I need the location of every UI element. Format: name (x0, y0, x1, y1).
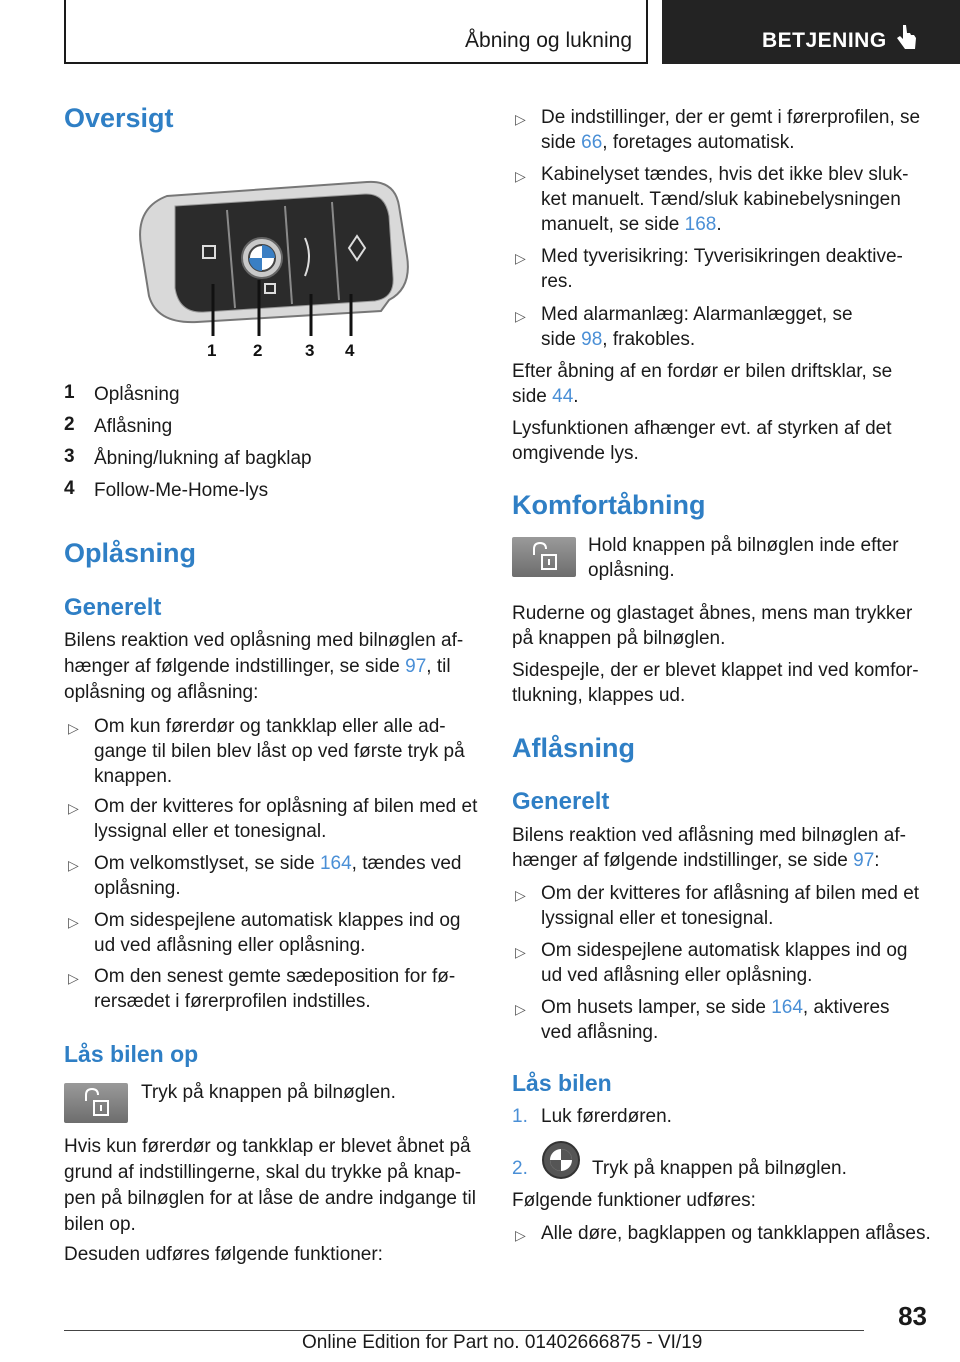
paragraph-line: på knappen på bilnøglen. (512, 628, 726, 649)
bullet-text: side 98, frakobles. (541, 329, 696, 350)
paragraph-line: Efter åbning af en fordør er bilen driftsklar, se (512, 361, 893, 382)
page-link[interactable]: 168 (684, 214, 717, 235)
bullet-marker: ▷ (515, 1001, 526, 1017)
bullet-marker: ▷ (515, 111, 526, 127)
paragraph-line: oplåsning og aflåsning: (64, 682, 259, 703)
step-number: 1. (512, 1106, 528, 1127)
paragraph-line: Bilens reaktion ved aflåsning med bilnøglen af- (512, 825, 906, 846)
step-number: 2. (512, 1158, 528, 1179)
legend-text: Follow-Me-Home-lys (94, 480, 269, 501)
callout-number: 2 (253, 341, 263, 360)
paragraph-line: bilen op. (64, 1214, 136, 1235)
paragraph-line: side 44. (512, 386, 579, 407)
bullet-text: res. (541, 271, 573, 292)
bullet-text: Om den senest gemte sædeposition for fø- (94, 966, 456, 987)
page-link[interactable]: 164 (319, 853, 352, 874)
heading-locking: Aflåsning (512, 733, 636, 763)
bullet-marker: ▷ (515, 168, 526, 184)
page-link[interactable]: 98 (581, 329, 603, 350)
bullet-marker: ▷ (68, 914, 79, 930)
bullet-marker: ▷ (515, 308, 526, 324)
bullet-marker: ▷ (68, 970, 79, 986)
edition-note: Online Edition for Part no. 01402666875 - VI/19 (302, 1332, 703, 1353)
bullet-marker: ▷ (515, 1227, 526, 1243)
legend-number: 4 (64, 478, 75, 499)
bullet-text: oplåsning. (94, 878, 181, 899)
unlock-button-icon (512, 537, 576, 577)
page-number: 83 (898, 1301, 927, 1331)
callout-number: 1 (207, 341, 217, 360)
bullet-text: knappen. (94, 766, 173, 787)
heading-general: Generelt (512, 788, 610, 815)
page-link[interactable]: 97 (853, 850, 875, 871)
paragraph-line: Følgende funktioner udføres: (512, 1190, 756, 1211)
callout-number: 3 (305, 341, 315, 360)
paragraph-line: hænger af følgende indstillinger, se side 97, til (64, 656, 451, 677)
footer-divider (64, 1330, 864, 1331)
bullet-text: Om der kvitteres for aflåsning af bilen med et (541, 883, 920, 904)
legend-number: 2 (64, 414, 75, 435)
heading-overview: Oversigt (64, 103, 174, 133)
legend-number: 1 (64, 382, 75, 403)
paragraph-line: Sidespejle, der er blevet klappet ind ved komfor- (512, 660, 919, 681)
paragraph-line: Desuden udføres følgende funktioner: (64, 1244, 383, 1265)
bullet-marker: ▷ (515, 887, 526, 903)
step-text: Luk førerdøren. (541, 1106, 672, 1127)
paragraph-line: Lysfunktionen afhænger evt. af styrken af det (512, 418, 892, 439)
paragraph-line: oplåsning. (588, 560, 675, 581)
paragraph-line: omgivende lys. (512, 443, 639, 464)
heading-unlocking: Oplåsning (64, 538, 197, 568)
bmw-logo-icon (541, 1140, 581, 1180)
bullet-text: Om kun førerdør og tankklap eller alle ad- (94, 716, 446, 737)
bullet-text: lyssignal eller et tonesignal. (541, 908, 774, 929)
paragraph-line: Bilens reaktion ved oplåsning med bilnøglen af- (64, 630, 464, 651)
bullet-text: rersædet i førerprofilen indstilles. (94, 991, 371, 1012)
callout-number: 4 (345, 341, 355, 360)
bullet-text: Kabinelyset tændes, hvis det ikke blev sluk- (541, 164, 909, 185)
bullet-text: Alle døre, bagklappen og tankklappen aflåses. (541, 1223, 931, 1244)
heading-unlock-car: Lås bilen op (64, 1041, 199, 1067)
paragraph-line: Ruderne og glastaget åbnes, mens man trykker (512, 603, 913, 624)
key-fob-illustration (127, 176, 417, 361)
legend-text: Aflåsning (94, 416, 173, 437)
bullet-text: Om der kvitteres for oplåsning af bilen med et (94, 796, 478, 817)
paragraph-line: hænger af følgende indstillinger, se side 97: (512, 850, 880, 871)
bullet-text: Om sidespejlene automatisk klappes ind og (94, 910, 461, 931)
bullet-marker: ▷ (68, 720, 79, 736)
page-link[interactable]: 66 (581, 132, 603, 153)
bullet-text: side 66, foretages automatisk. (541, 132, 795, 153)
legend-text: Oplåsning (94, 384, 180, 405)
legend-text: Åbning/lukning af bagklap (94, 448, 312, 469)
paragraph-line: tlukning, klappes ud. (512, 685, 686, 706)
bullet-text: ved aflåsning. (541, 1022, 659, 1043)
paragraph-line: grund af indstillingerne, skal du trykke på knap- (64, 1162, 462, 1183)
bullet-text: Med tyverisikring: Tyverisikringen deaktive- (541, 246, 903, 267)
chapter-title: BETJENING (762, 29, 887, 52)
bullet-marker: ▷ (68, 857, 79, 873)
heading-general: Generelt (64, 594, 162, 621)
bullet-text: Om velkomstlyset, se side 164, tændes ved (94, 853, 462, 874)
unlock-button-icon (64, 1083, 128, 1123)
bullet-text: ud ved aflåsning eller oplåsning. (94, 935, 366, 956)
bullet-text: ket manuelt. Tænd/sluk kabinebelysningen (541, 189, 901, 210)
bullet-text: gange til bilen blev låst op ved første tryk på (94, 741, 465, 762)
bullet-text: Om sidespejlene automatisk klappes ind og (541, 940, 908, 961)
bullet-text: De indstillinger, der er gemt i førerprofilen, se (541, 107, 921, 128)
bullet-marker: ▷ (515, 250, 526, 266)
bullet-text: lyssignal eller et tonesignal. (94, 821, 327, 842)
page-link[interactable]: 164 (771, 997, 803, 1018)
paragraph-line: Tryk på knappen på bilnøglen. (141, 1082, 396, 1103)
paragraph-line: Hold knappen på bilnøglen inde efter (588, 535, 899, 556)
paragraph-line: Hvis kun førerdør og tankklap er blevet åbnet på (64, 1136, 471, 1157)
legend-number: 3 (64, 446, 75, 467)
bullet-marker: ▷ (515, 944, 526, 960)
bullet-text: Med alarmanlæg: Alarmanlægget, se (541, 304, 853, 325)
page-link[interactable]: 97 (405, 656, 427, 677)
heading-comfort-opening: Komfortåbning (512, 490, 706, 520)
section-title: Åbning og lukning (465, 29, 632, 52)
bullet-text: ud ved aflåsning eller oplåsning. (541, 965, 813, 986)
bullet-text: Om husets lamper, se side 164, aktiveres (541, 997, 890, 1018)
running-header-section (64, 0, 648, 64)
running-header-chapter (662, 0, 960, 64)
paragraph-line: pen på bilnøglen for at låse de andre indgange til (64, 1188, 476, 1209)
page-link[interactable]: 44 (552, 386, 574, 407)
hand-pointer-icon (894, 22, 920, 52)
step-text: Tryk på knappen på bilnøglen. (592, 1158, 847, 1179)
heading-lock-car: Lås bilen (512, 1070, 612, 1096)
bullet-marker: ▷ (68, 800, 79, 816)
bullet-text: manuelt, se side 168. (541, 214, 722, 235)
